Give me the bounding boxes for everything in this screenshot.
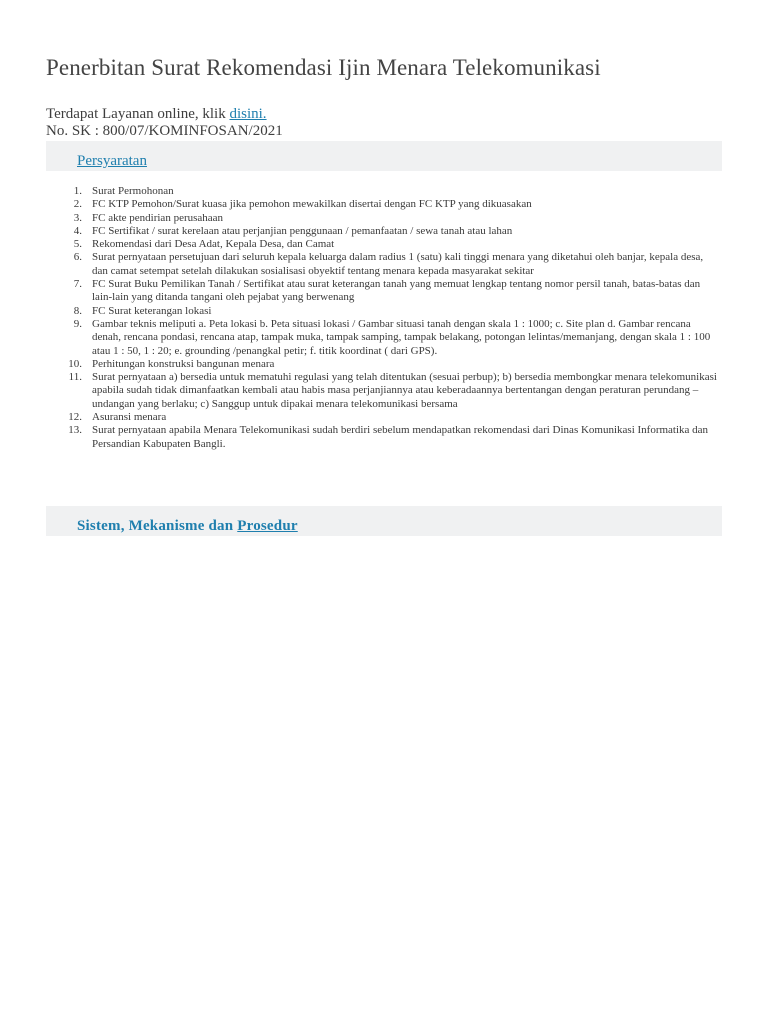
decree-number: No. SK : 800/07/KOMINFOSAN/2021: [46, 123, 283, 139]
requirement-number: 5.: [73, 238, 82, 251]
requirement-number: 4.: [73, 224, 82, 237]
requirement-item: [46, 424, 722, 451]
page-title: Penerbitan Surat Rekomendasi Ijin Menara Telekomunikasi: [46, 55, 601, 80]
requirements-title-link[interactable]: Persyaratan: [77, 153, 147, 169]
requirement-item: [46, 278, 722, 305]
requirement-text: Surat pernyataan persetujuan dari seluruh kepala keluarga dalam radius 1 (satu) kali tinggi menara yang diketahui oleh banjar, kepala desa, dan camat setempat setelah dilakukan sosialisasi obyektif tentang menara kepada masyarakat sekitar: [92, 251, 704, 277]
requirement-item: [46, 238, 722, 251]
requirement-item: [46, 198, 722, 211]
requirement-number: 12.: [68, 411, 82, 424]
requirement-number: 6.: [73, 251, 82, 264]
requirement-item: [46, 358, 722, 371]
requirement-text: Asuransi menara: [92, 411, 167, 424]
requirements-section-header: [46, 141, 722, 171]
requirement-item: [46, 185, 722, 198]
requirement-text: FC akte pendirian perusahaan: [92, 211, 224, 224]
system-title-text: Sistem, Mekanisme dan: [77, 518, 238, 534]
requirement-item: [46, 212, 722, 225]
system-section-header: [46, 506, 722, 536]
online-service-line: [46, 106, 267, 123]
requirement-text: Gambar teknis meliputi a. Peta lokasi b. Peta situasi lokasi / Gambar situasi tanah dengan skala 1 : 1000; c. Site plan d. Gambar rencana denah, rencana pondasi, rencana atap, tampak muka, tampak samping, tampak belakang, potongan lelintas/memanjang, dengan skala 1 : 100 atau 1 : 50, 1 : 20; e. grounding /penangkal petir; f. titik koordinat ( dari GPS).: [92, 317, 711, 357]
requirement-text: Surat pernyataan apabila Menara Telekomunikasi sudah berdiri sebelum mendapatkan rekomendasi dari Dinas Komunikasi Informatika dan Persandian Kabupaten Bangli.: [92, 424, 709, 450]
requirement-text: Perhitungan konstruksi bangunan menara: [92, 357, 275, 370]
requirements-list: [46, 185, 722, 451]
requirement-number: 11.: [68, 371, 82, 384]
online-service-text: Terdapat Layanan online, klik: [46, 106, 230, 122]
requirement-text: FC Surat Buku Pemilikan Tanah / Sertifikat atau surat keterangan tanah yang memuat lengkap tentang nomor persil tanah, batas-batas dan lain-lain yang ditanda tangani oleh pejabat yang berwenang: [92, 278, 701, 304]
requirement-number: 2.: [73, 198, 82, 211]
requirement-number: 9.: [73, 317, 82, 330]
requirement-text: FC Surat keterangan lokasi: [92, 304, 212, 317]
requirement-number: 13.: [68, 424, 82, 437]
requirement-item: [46, 225, 722, 238]
requirement-number: 8.: [73, 304, 82, 317]
online-service-link[interactable]: disini.: [229, 106, 267, 122]
procedure-link[interactable]: Prosedur: [237, 518, 298, 534]
requirement-item: [46, 371, 722, 411]
requirement-text: FC Sertifikat / surat kerelaan atau perjanjian penggunaan / pemanfaatan / sewa tanah atau lahan: [92, 224, 513, 237]
requirement-item: [46, 305, 722, 318]
system-title: [77, 518, 298, 535]
requirement-item: [46, 318, 722, 358]
requirement-number: 1.: [73, 185, 82, 197]
requirement-text: Rekomendasi dari Desa Adat, Kepala Desa, dan Camat: [92, 238, 335, 251]
requirement-number: 10.: [68, 357, 82, 370]
requirement-number: 3.: [73, 211, 82, 224]
requirement-text: Surat Permohonan: [92, 185, 174, 197]
requirement-item: [46, 411, 722, 424]
requirement-text: FC KTP Pemohon/Surat kuasa jika pemohon mewakilkan disertai dengan FC KTP yang dikuasakan: [92, 198, 532, 211]
requirement-item: [46, 251, 722, 278]
requirement-text: Surat pernyataan a) bersedia untuk mematuhi regulasi yang telah ditentukan (sesuai perbup); b) bersedia membongkar menara telekomunikasi apabila sudah tidak dimanfaatkan kembali atau habis masa perjanjiannya atau keberadaannya bertentangan dengan peraturan perundang – undangan yang berlaku; c) Sanggup untuk dipakai menara telekomunikasi bersama: [92, 371, 717, 410]
requirement-number: 7.: [73, 278, 82, 291]
